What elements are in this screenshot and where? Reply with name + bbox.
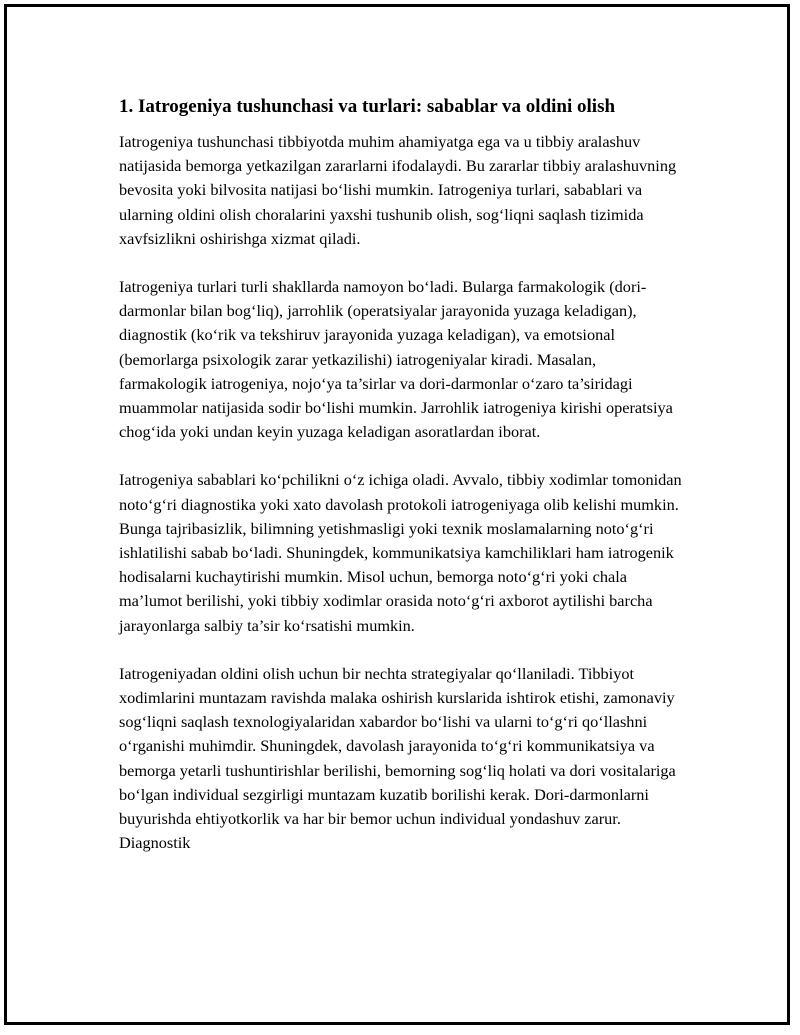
paragraph-types: Iatrogeniya turlari turli shakllarda namoyon bo‘ladi. Bularga farmakologik (dori-darmonlar bilan bog‘liq), jarrohlik (operatsiyalar jarayonida yuzaga keladigan), diagnostik (ko‘rik va tekshiruv jarayonida yuzaga keladigan), va emotsional (bemorlarga psixologik zarar yetkazilishi) iatrogeniyalar kiradi. Masalan, farmakologik iatrogeniya, nojo‘ya ta’sirlar va dori-darmonlar o‘zaro ta’siridagi muammolar natijasida sodir bo‘lishi mumkin. Jarrohlik iatrogeniya kirishi operatsiya chog‘ida yoki undan keyin yuzaga keladigan asoratlardan iborat. bbox=[119, 277, 673, 442]
paragraph-prevention: Iatrogeniyadan oldini olish uchun bir nechta strategiyalar qo‘llaniladi. Tibbiyot xodimlarini muntazam ravishda malaka oshirish kurslarida ishtirok etishi, zamonaviy sog‘liqni saqlash texnologiyalaridan xabardor bo‘lishi va ularni to‘g‘ri qo‘llashni o‘rganishi muhimdir. Shuningdek, davolash jarayonida to‘g‘ri kommunikatsiya va bemorga yetarli tushuntirishlar berilishi, bemorning sog‘liq holati va dori vositalariga bo‘lgan individual sezgirligi muntazam kuzatib borilishi kerak. Dori-darmonlarni buyurishda ehtiyotkorlik va har bir bemor uchun individual yondashuv zarur. Diagnostik bbox=[119, 663, 676, 853]
section-heading: 1. Iatrogeniya tushunchasi va turlari: sabablar va oldini olish bbox=[119, 96, 616, 117]
document-body bbox=[119, 94, 685, 879]
paragraph-definition: Iatrogeniya tushunchasi tibbiyotda muhim ahamiyatga ega va u tibbiy aralashuv natijasida bemorga yetkazilgan zararlarni ifodalaydi. Bu zararlar tibbiy aralashuvning bevosita yoki bilvosita natijasi bo‘lishi mumkin. Iatrogeniya turlari, sabablari va ularning oldini olish choralarini yaxshi tushunib olish, sog‘liqni saqlash tizimida xavfsizlikni oshirishga xizmat qiladi. bbox=[119, 132, 677, 248]
paragraph-causes: Iatrogeniya sabablari ko‘pchilikni o‘z ichiga oladi. Avvalo, tibbiy xodimlar tomonidan noto‘g‘ri diagnostika yoki xato davolash protokoli iatrogeniyaga olib kelishi mumkin. Bunga tajribasizlik, bilimning yetishmasligi yoki texnik moslamalarning noto‘g‘ri ishlatilishi sabab bo‘ladi. Shuningdek, kommunikatsiya kamchiliklari ham iatrogenik hodisalarni kuchaytirishi mumkin. Misol uchun, bemorga noto‘g‘ri yoki chala ma’lumot berilishi, yoki tibbiy xodimlar orasida noto‘g‘ri axborot aytilishi barcha jarayonlarga salbiy ta’sir ko‘rsatishi mumkin. bbox=[119, 470, 682, 635]
